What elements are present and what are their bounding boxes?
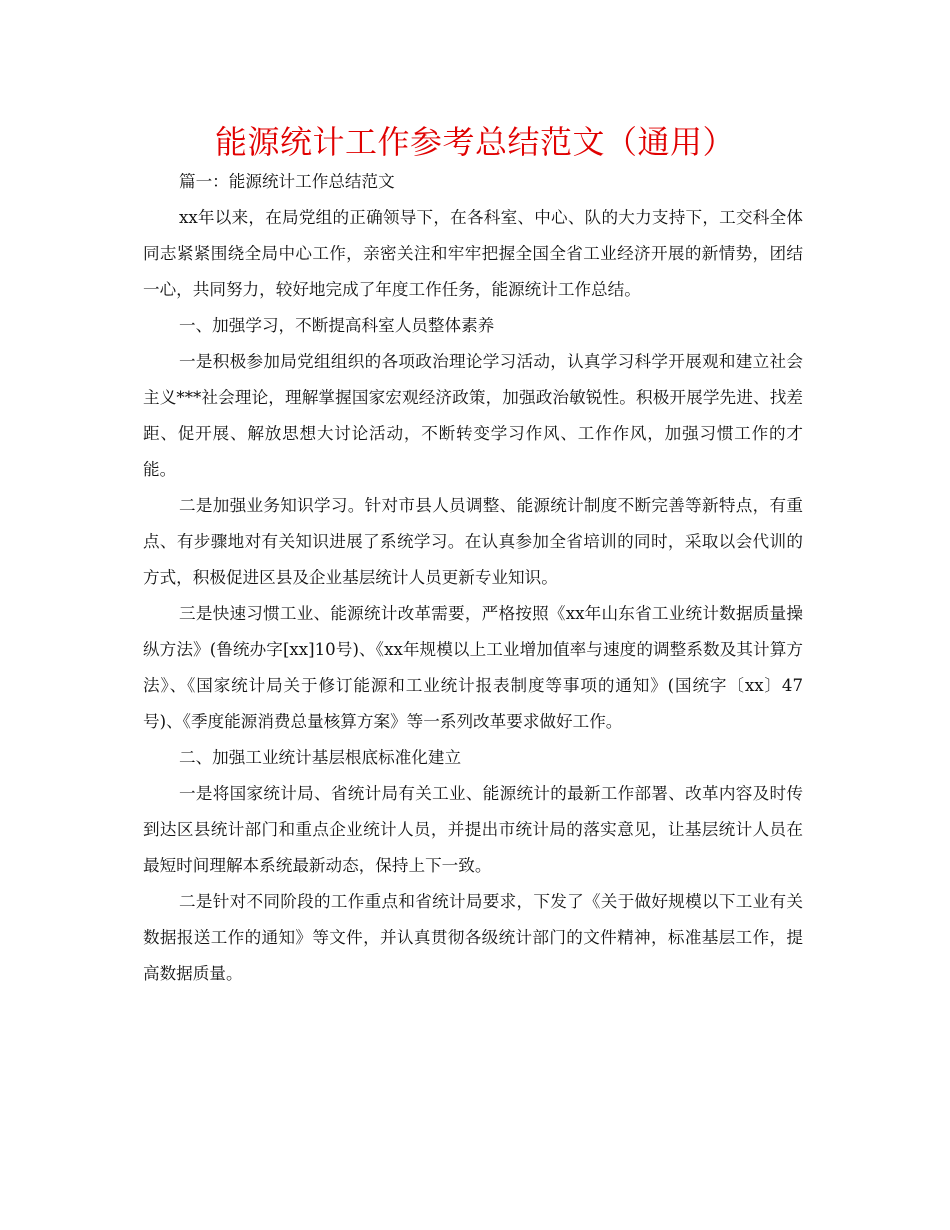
section-heading: 二、加强工业统计基层根底标准化建立 [179, 748, 462, 767]
paragraph: 三是快速习惯工业、能源统计改革需要，严格按照《xx年山东省工业统计数据质量操纵方法》(鲁统办字[xx]10号)、《xx年规模以上工业增加值率与速度的调整系数及其计算方法》、《国家统计局关于修订能源和工业统计报表制度等事项的通知》(国统字〔xx〕47号)、《季度能源消费总量核算方案》等一系列改革要求做好工作。 [143, 604, 803, 731]
section-heading: 一、加强学习，不断提高科室人员整体素养 [179, 316, 495, 335]
section-heading: 篇一：能源统计工作总结范文 [179, 172, 395, 191]
paragraph: xx年以来，在局党组的正确领导下，在各科室、中心、队的大力支持下，工交科全体同志紧紧围绕全局中心工作，亲密关注和牢牢把握全国全省工业经济开展的新情势，团结一心，共同努力，较好地完成了年度工作任务，能源统计工作总结。 [143, 208, 803, 299]
paragraph: 一是将国家统计局、省统计局有关工业、能源统计的最新工作部署、改革内容及时传到达区县统计部门和重点企业统计人员，并提出市统计局的落实意见，让基层统计人员在最短时间理解本系统最新动态，保持上下一致。 [143, 784, 803, 875]
document-body [143, 164, 803, 992]
paragraph: 一是积极参加局党组组织的各项政治理论学习活动，认真学习科学开展观和建立社会主义***社会理论，理解掌握国家宏观经济政策，加强政治敏锐性。积极开展学先进、找差距、促开展、解放思想大讨论活动，不断转变学习作风、工作作风，加强习惯工作的才能。 [143, 352, 803, 479]
document-title: 能源统计工作参考总结范文（通用） [214, 123, 735, 161]
paragraph: 二是加强业务知识学习。针对市县人员调整、能源统计制度不断完善等新特点，有重点、有步骤地对有关知识进展了系统学习。在认真参加全省培训的同时，采取以会代训的方式，积极促进区县及企业基层统计人员更新专业知识。 [143, 496, 803, 587]
paragraph: 二是针对不同阶段的工作重点和省统计局要求，下发了《关于做好规模以下工业有关数据报送工作的通知》等文件，并认真贯彻各级统计部门的文件精神，标准基层工作，提高数据质量。 [143, 892, 803, 983]
